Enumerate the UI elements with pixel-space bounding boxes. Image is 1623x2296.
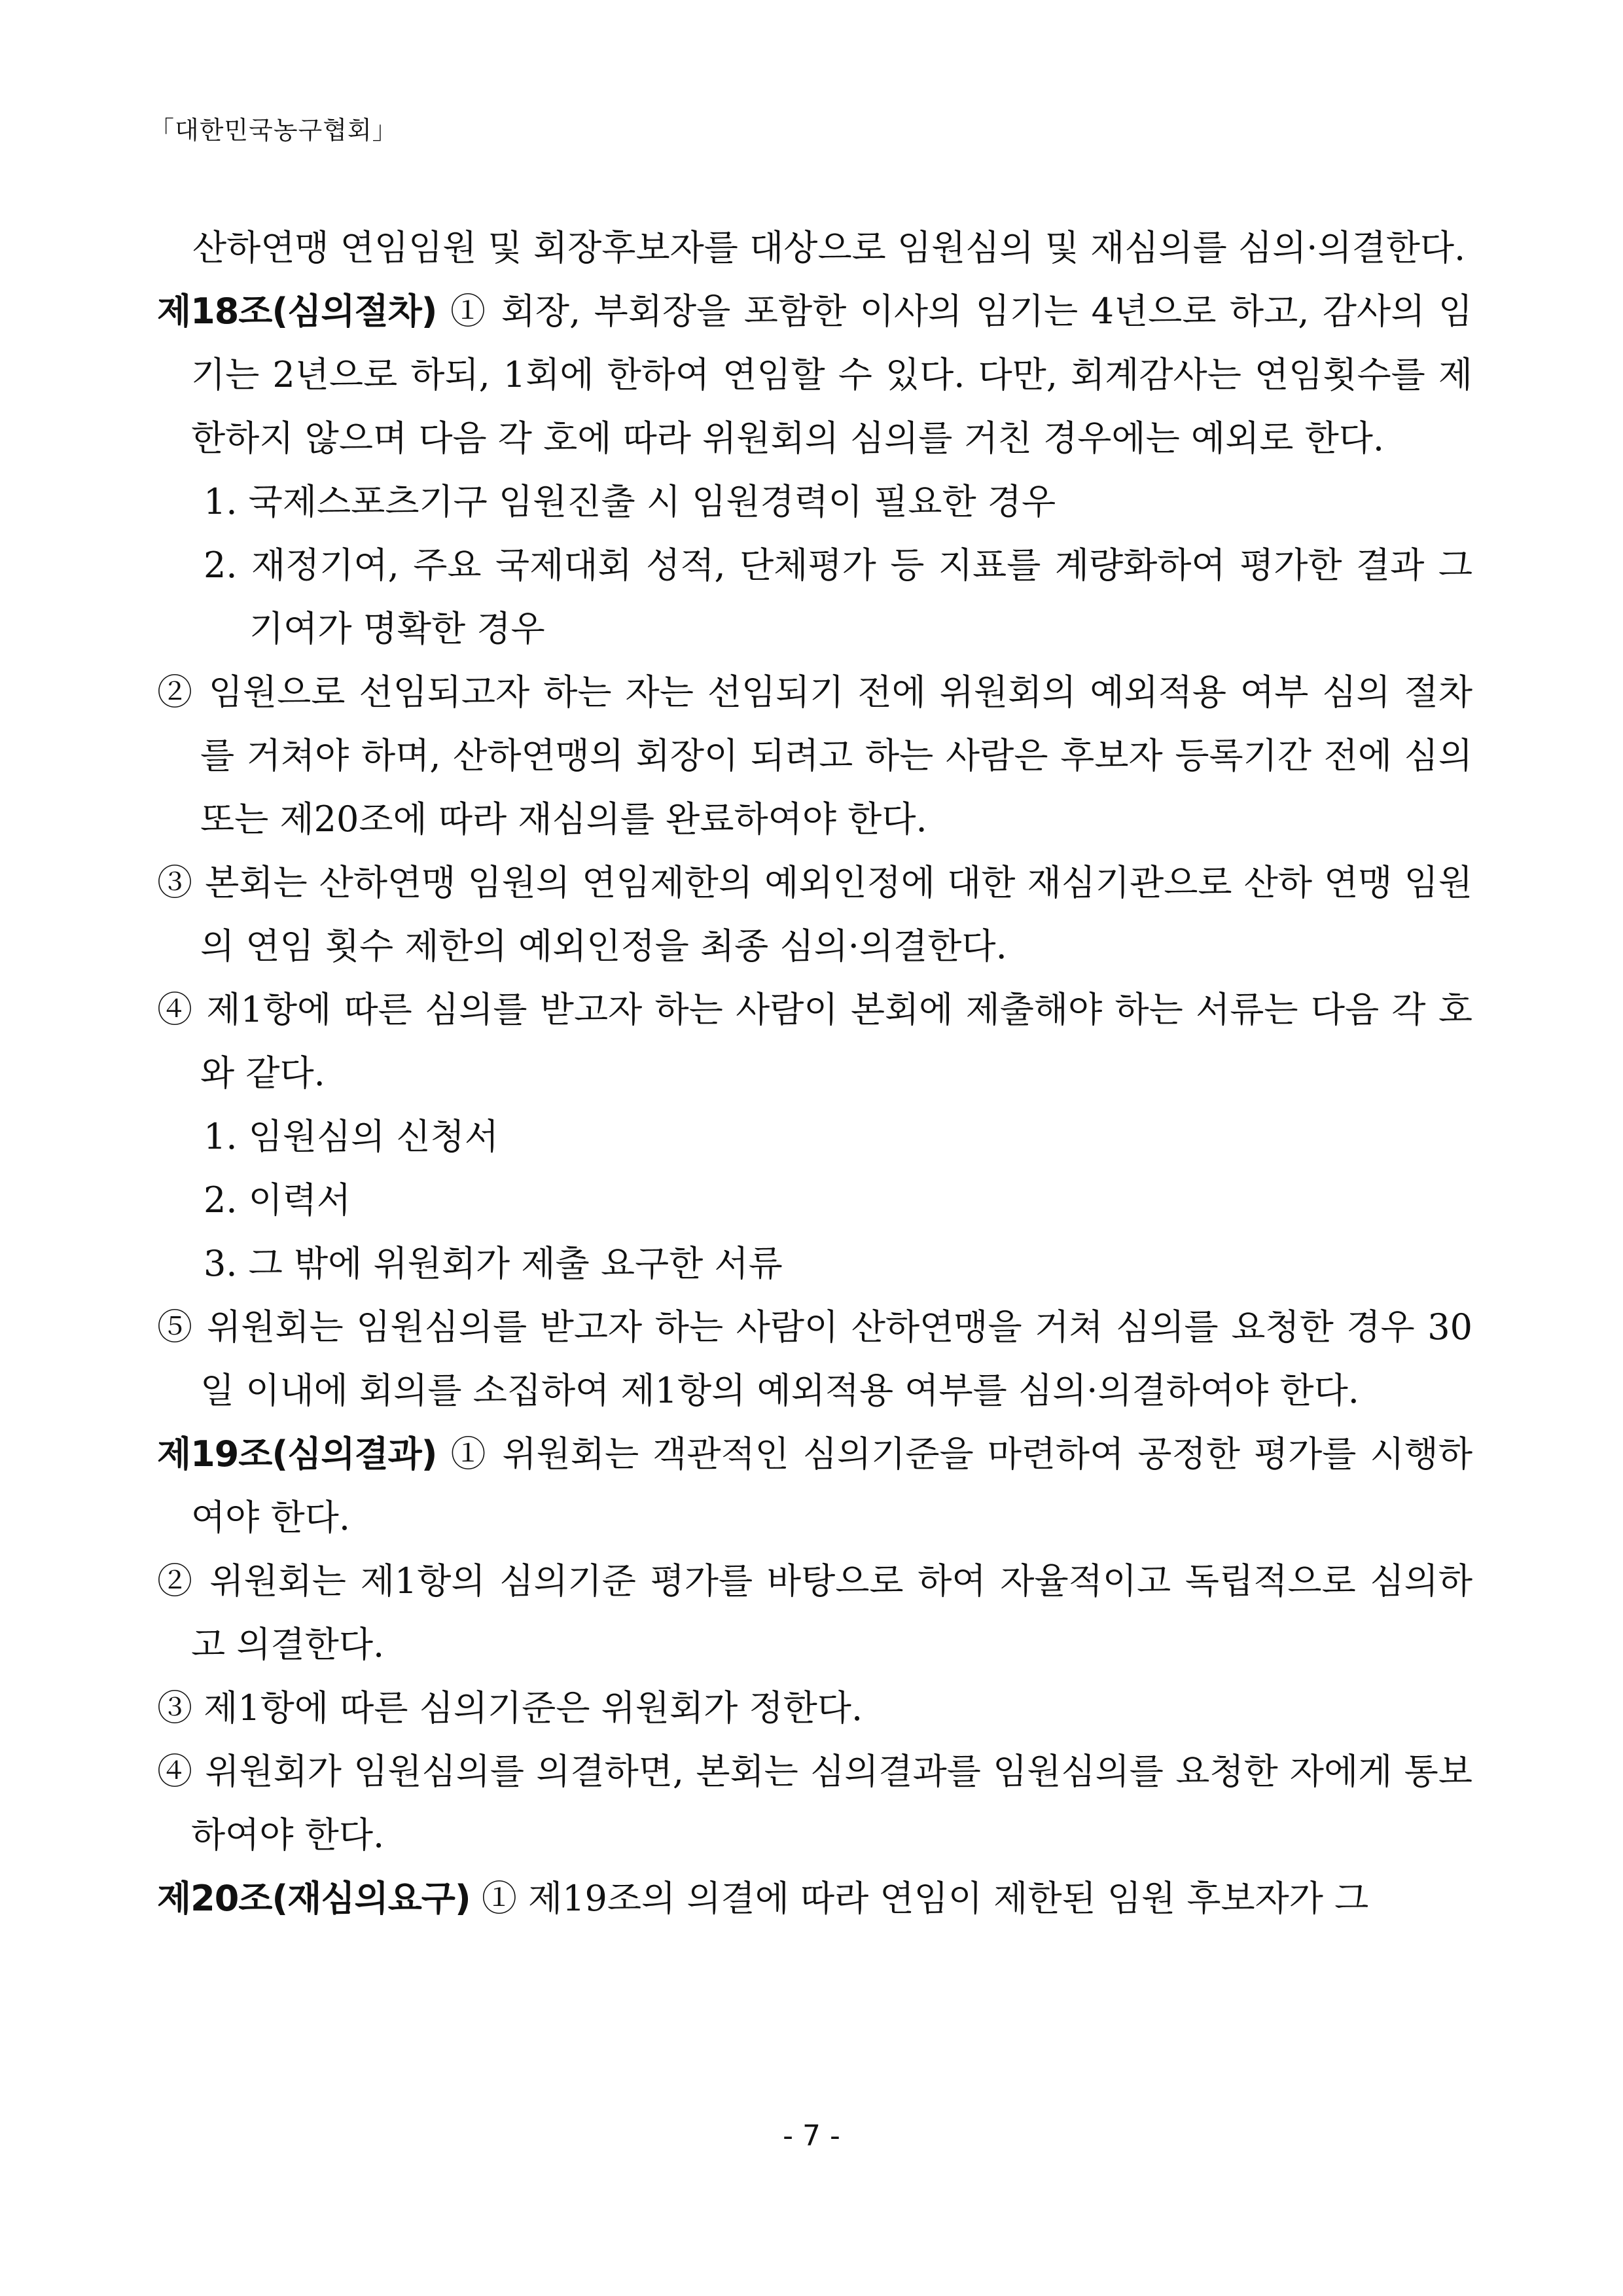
article-18-paragraph-3: ③ 본회는 산하연맹 임원의 연임제한의 예외인정에 대한 재심기관으로 산하 연맹 임원의 연임 횟수 제한의 예외인정을 최종 심의·의결한다.	[157, 862, 1472, 967]
article-20-heading: 제20조(재심의요구)	[157, 1878, 471, 1919]
article-18-paragraph-5: ⑤ 위원회는 임원심의를 받고자 하는 사람이 산하연맹을 거쳐 심의를 요청한 경우 30일 이내에 회의를 소집하여 제1항의 예외적용 여부를 심의·의결하여야 한다.	[157, 1306, 1472, 1411]
article-19-paragraph-1-text: ① 위원회는 객관적인 심의기준을 마련하여 공정한 평가를 시행하여야 한다.	[191, 1433, 1472, 1538]
document-body	[157, 216, 1472, 1930]
page-number: - 7 -	[783, 2119, 840, 2153]
article-20-paragraph-1	[157, 1867, 1472, 1930]
article-19-paragraph-2: ② 위원회는 제1항의 심의기준 평가를 바탕으로 하여 자율적이고 독립적으로 심의하고 의결한다.	[157, 1560, 1472, 1665]
article-18-document-item-1: 1. 임원심의 신청서	[204, 1116, 499, 1157]
article-18-paragraph-1-text: ① 회장, 부회장을 포함한 이사의 임기는 4년으로 하고, 감사의 임기는 2년으로 하되, 1회에 한하여 연임할 수 있다. 다만, 회계감사는 연임횟수를 제한하지 않으며 다음 각 호에 따라 위원회의 심의를 거친 경우에는 예외로 한다.	[191, 291, 1473, 459]
article-18-document-item-2: 2. 이력서	[204, 1179, 351, 1221]
article-20-paragraph-1-text: ① 제19조의 의결에 따라 연임이 제한된 임원 후보자가 그	[481, 1878, 1369, 1919]
article-18-paragraph-4: ④ 제1항에 따른 심의를 받고자 하는 사람이 본회에 제출해야 하는 서류는 다음 각 호와 같다.	[157, 989, 1472, 1094]
article-18-document-item-3: 3. 그 밖에 위원회가 제출 요구한 서류	[204, 1243, 783, 1284]
article-18-item-1: 1. 국제스포츠기구 임원진출 시 임원경력이 필요한 경우	[204, 481, 1056, 522]
article-19-heading: 제19조(심의결과)	[157, 1433, 437, 1475]
article-18-heading: 제18조(심의절차)	[157, 291, 437, 332]
page-header: 「대한민국농구협회」	[149, 116, 398, 145]
article-18-item-2: 2. 재정기여, 주요 국제대회 성적, 단체평가 등 지표를 계량화하여 평가한 결과 그 기여가 명확한 경우	[204, 545, 1472, 649]
article-19-paragraph-3: ③ 제1항에 따른 심의기준은 위원회가 정한다.	[157, 1687, 863, 1729]
article-19-paragraph-1	[157, 1422, 1472, 1549]
continued-paragraph: 산하연맹 연임임원 및 회장후보자를 대상으로 임원심의 및 재심의를 심의·의결한다.	[192, 227, 1466, 268]
article-19-paragraph-4: ④ 위원회가 임원심의를 의결하면, 본회는 심의결과를 임원심의를 요청한 자에게 통보하여야 한다.	[157, 1751, 1472, 1856]
article-18-paragraph-2: ② 임원으로 선임되고자 하는 자는 선임되기 전에 위원회의 예외적용 여부 심의 절차를 거쳐야 하며, 산하연맹의 회장이 되려고 하는 사람은 후보자 등록기간 전에 심의 또는 제20조에 따라 재심의를 완료하여야 한다.	[157, 672, 1472, 840]
article-18-paragraph-1	[157, 279, 1472, 470]
